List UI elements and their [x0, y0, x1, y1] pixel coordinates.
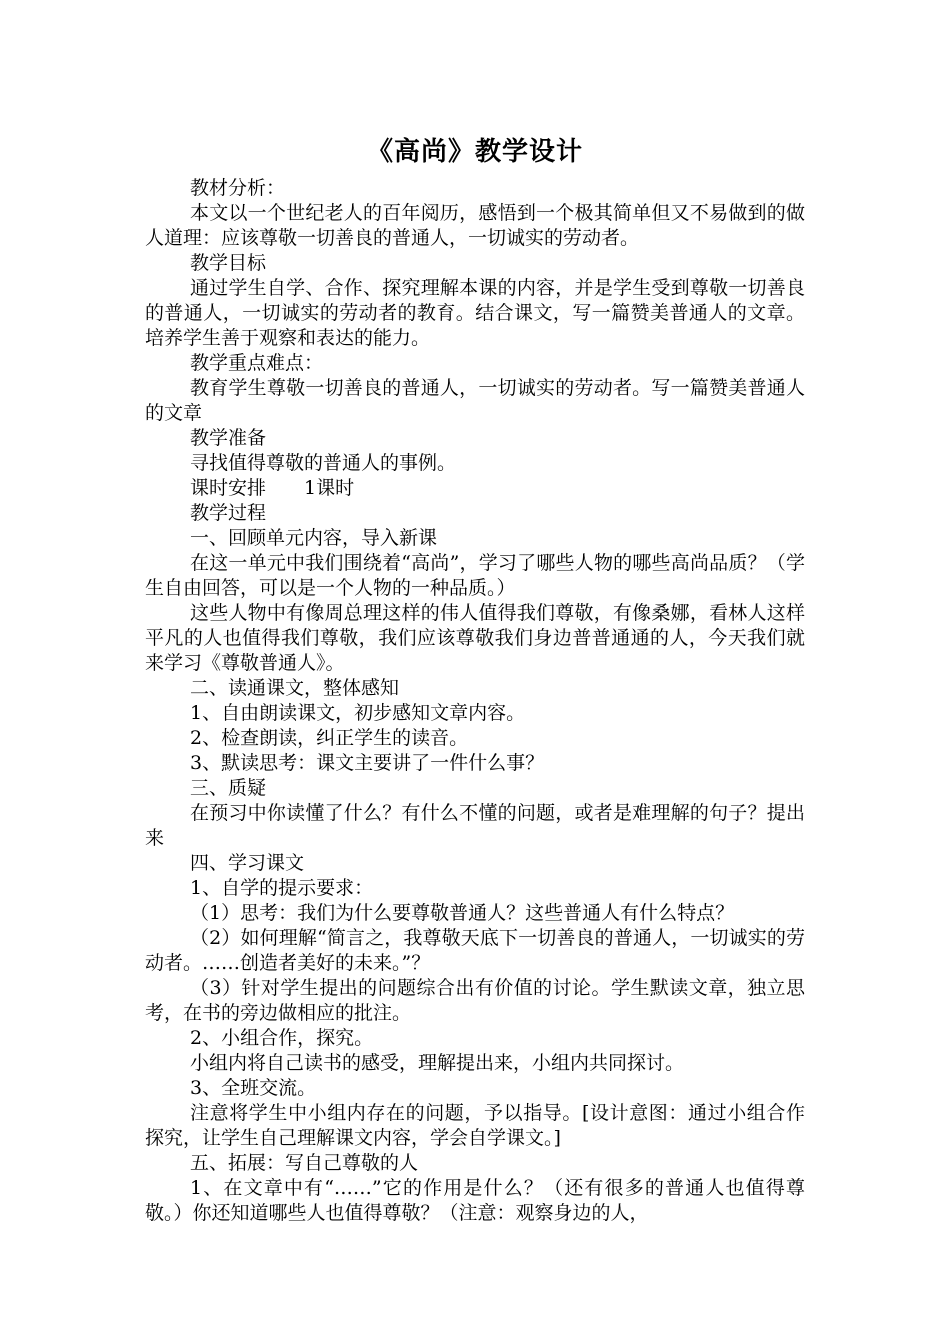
- paragraph: 二、读通课文，整体感知: [190, 677, 400, 699]
- paragraph: 教材分析：: [190, 177, 286, 199]
- paragraph: 四、学习课文: [190, 852, 305, 874]
- paragraph: 2、小组合作，探究。: [190, 1027, 374, 1049]
- paragraph: 一、回顾单元内容，导入新课: [190, 527, 438, 549]
- paragraph: 注意将学生中小组内存在的问题，予以指导。[设计意图：通过小组合作探究，让学生自己理解课文内容，学会自学课文。]: [145, 1102, 805, 1149]
- paragraph: 课时安排 1课时: [190, 477, 355, 499]
- paragraph: 2、检查朗读，纠正学生的读音。: [190, 727, 469, 749]
- paragraph: 教学过程: [190, 502, 267, 524]
- paragraph: 3、默读思考：课文主要讲了一件什么事？: [190, 752, 545, 774]
- paragraph: 教学重点难点：: [190, 352, 324, 374]
- paragraph: 本文以一个世纪老人的百年阅历，感悟到一个极其简单但又不易做到的做人道理：应该尊敬一切善良的普通人，一切诚实的劳动者。: [145, 202, 805, 249]
- paragraph: 五、拓展：写自己尊敬的人: [190, 1152, 419, 1174]
- paragraph: 1、自由朗读课文，初步感知文章内容。: [190, 702, 526, 724]
- paragraph: 通过学生自学、合作、探究理解本课的内容，并是学生受到尊敬一切善良的普通人，一切诚实的劳动者的教育。结合课文，写一篇赞美普通人的文章。培养学生善于观察和表达的能力。: [145, 277, 805, 349]
- document-body: [145, 176, 805, 1226]
- paragraph: 在预习中你读懂了什么？有什么不懂的问题，或者是难理解的句子？提出来: [145, 802, 805, 849]
- paragraph: 1、自学的提示要求：: [190, 877, 374, 899]
- paragraph: （1）思考：我们为什么要尊敬普通人？这些普通人有什么特点？: [190, 902, 735, 924]
- paragraph: 三、质疑: [190, 777, 267, 799]
- paragraph: （3）针对学生提出的问题综合出有价值的讨论。学生默读文章，独立思考，在书的旁边做相应的批注。: [145, 977, 805, 1024]
- paragraph: 教学准备: [190, 427, 267, 449]
- paragraph: 在这一单元中我们围绕着“高尚”，学习了哪些人物的哪些高尚品质？（学生自由回答，可以是一个人物的一种品质。）: [145, 552, 805, 599]
- paragraph: 3、全班交流。: [190, 1077, 317, 1099]
- paragraph: 这些人物中有像周总理这样的伟人值得我们尊敬，有像桑娜，看林人这样平凡的人也值得我们尊敬，我们应该尊敬我们身边普普通通的人，今天我们就来学习《尊敬普通人》。: [145, 602, 805, 674]
- paragraph: 1、在文章中有“……”它的作用是什么？（还有很多的普通人也值得尊敬。）你还知道哪些人也值得尊敬？（注意：观察身边的人，: [145, 1177, 805, 1224]
- paragraph: 小组内将自己读书的感受，理解提出来，小组内共同探讨。: [190, 1052, 685, 1074]
- document-title: 《高尚》教学设计: [366, 137, 583, 167]
- paragraph: （2）如何理解“简言之，我尊敬天底下一切善良的普通人，一切诚实的劳动者。……创造者美好的未来。”？: [145, 927, 805, 974]
- paragraph: 寻找值得尊敬的普通人的事例。: [190, 452, 457, 474]
- paragraph: 教育学生尊敬一切善良的普通人，一切诚实的劳动者。写一篇赞美普通人的文章: [145, 377, 805, 424]
- paragraph: 教学目标: [190, 252, 267, 274]
